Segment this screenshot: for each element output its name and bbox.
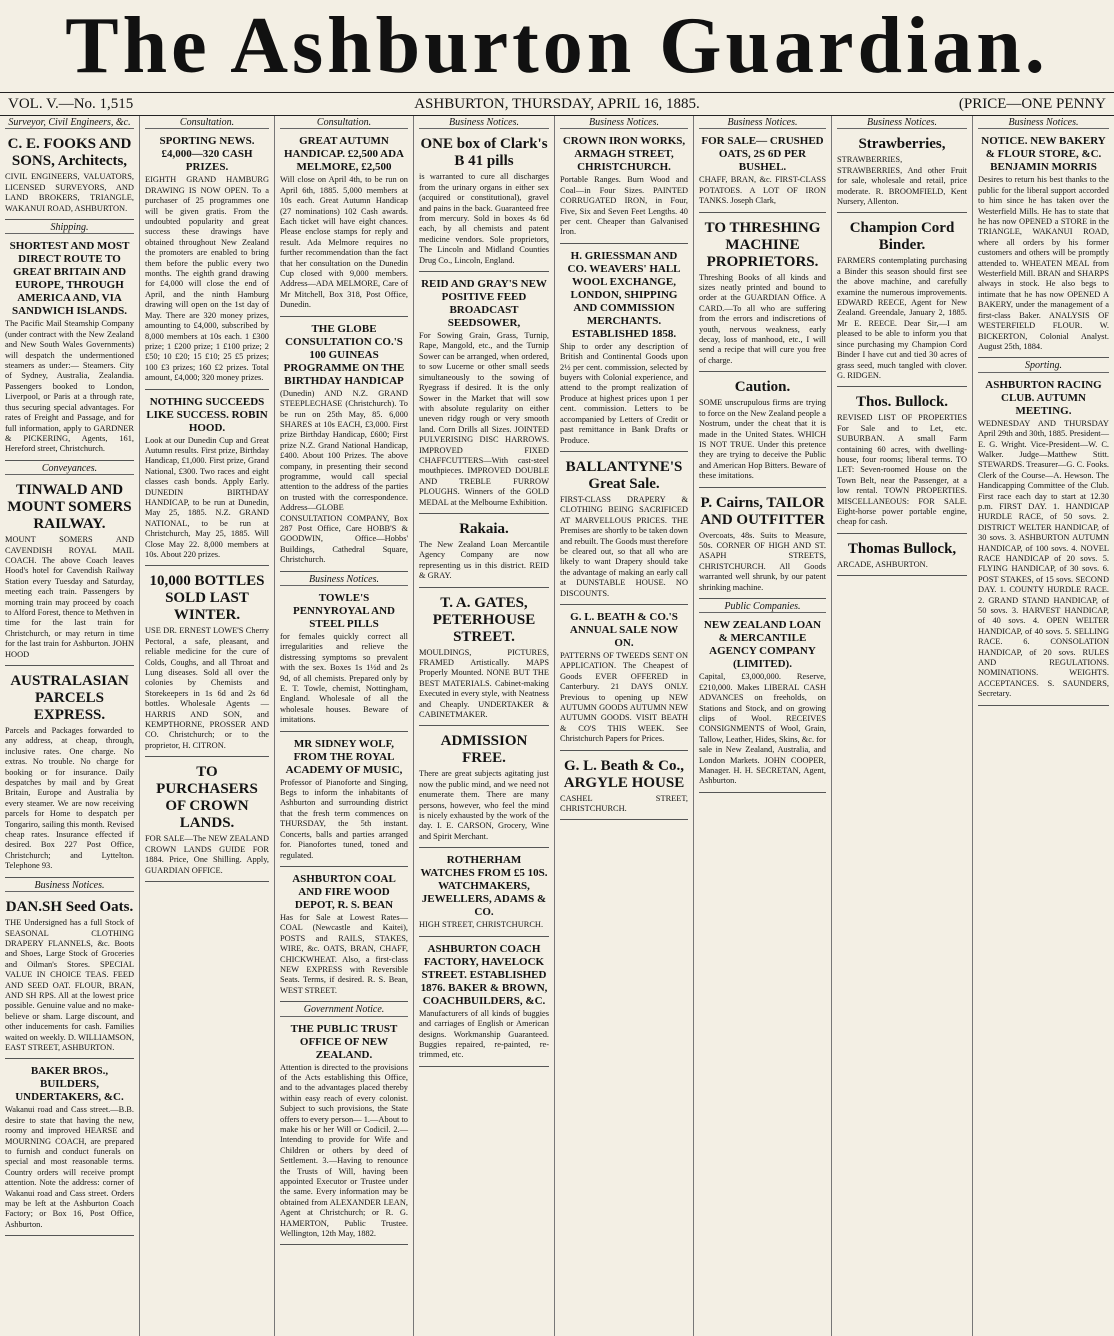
advertisement-body: Manufacturers of all kinds of buggies and carriages of English or American designs. Workmanship Guaranteed. Buggies repaired, re-painted, re-trimmed, etc.: [419, 1008, 549, 1060]
advertisement-heading: P. Cairns, TAILOR AND OUTFITTER: [700, 494, 825, 528]
advertisement-body: Portable Ranges. Burn Wood and Coal—in Four Sizes. PAINTED CORRUGATED IRON, in Four, Five, Six and Seven Feet Lengths. 40 per cent. Cheaper than Galvanised Iron.: [560, 175, 688, 237]
advertisement-heading: ONE box of Clark's B 41 pills: [420, 136, 548, 170]
advertisement: [5, 669, 134, 878]
advertisement-body: for females quickly correct all irregularities and relieve the distressing symptoms so prevalent with the sex. Boxes 1s 1½d and 2s 9d, of all chemists. Prepared only by E. T. Towle, chemist, Nottingham, England. Wholesale of all the wholesale houses. Beware of imitations.: [280, 632, 408, 725]
advertisement-heading: TINWALD AND MOUNT SOMERS RAILWAY.: [7, 482, 132, 533]
section-heading: Business Notices.: [837, 118, 967, 129]
advertisement-body: FARMERS contemplating purchasing a Binder this season should first see the above machine, and carefully examine the numerous improvements. EDWARD REECE, Agent for New Zealand. Greendale, January 2, 1885. Mr E. REECE. Dear Sir,—I am pleased to be able to inform you that since purchasing my Champion Cord Binder I have cut and tied 30 acres of grass seed, much tangled with clover. G. RIDGEN.: [837, 256, 967, 380]
advertisement-body: WEDNESDAY AND THURSDAY April 29th and 30th, 1885. President—E. G. Wright. Vice-President—W. C. Walker. Judge—Matthew Stitt. STEWARDS. Treasurer—G. C. Fooks. Clerk of the Course—A. Hewson. The Handicapping Committee of the Club. First race each day to start at 12.30 p.m. FIRST DAY. 1. HANDICAP HURDLE RACE, of 50 sovs. 2. DISTRICT WELTER HANDICAP, of 30 sovs. 3. ASHBURTON AUTUMN HANDICAP, of 100 sovs. 4. NOVEL RACE HANDICAP of 20 sovs. 5. FLYING HANDICAP, of 30 sovs. 6. POST STAKES, of 15 sovs. SECOND DAY. 1. COUNTY HURDLE RACE. 2. GRAND STAND HANDICAP, of 50 sovs. 3. HARVEST HANDICAP, of 40 sovs. 4. OPEN WELTER HANDICAP, of 40 sovs. 5. SELLING RACE. 6. CONSOLATION HANDICAP, of 20 sovs. RULES AND REGULATIONS. NOMINATIONS. WEIGHTS. ACCEPTANCES. S. SAUNDERS, Secretary.: [978, 418, 1109, 699]
advertisement: [560, 247, 688, 452]
section-heading: Sporting.: [978, 361, 1109, 372]
advertisement: [5, 478, 134, 666]
advertisement-heading: GREAT AUTUMN HANDICAP. £2,500 ADA MELMORE, £2,500: [284, 135, 404, 174]
advertisement: [145, 393, 269, 567]
advertisement: [145, 569, 269, 757]
advertisement: [280, 320, 408, 572]
section-heading: Business Notices.: [280, 575, 408, 586]
advertisement: [280, 735, 408, 867]
advertisement: [560, 455, 688, 605]
dateline: [0, 92, 1114, 116]
advertisement: [419, 591, 549, 727]
advertisement-heading: Rakaia.: [459, 520, 509, 537]
column-2: [140, 116, 275, 1336]
advertisement: [978, 376, 1109, 706]
advertisement-body: Will close on April 4th, to be run on April 6th, 1885. 5,000 members at 10s each. Great Autumn Handicap (27 nominations) 102 Cash awards. Each ticket will have eight chances. Please enclose stamps for reply and result. Ada Melmore requires no further recommendation than the fact that her consultation on the Dunedin Cup closed with 9,000 members. Address—ADA MELMORE, Care of Mr Mitchell, Box 318, Post Office, Dunedin.: [280, 175, 408, 310]
advertisement-heading: TO PURCHASERS OF CROWN LANDS.: [156, 764, 258, 832]
advertisement-heading: NEW ZEALAND LOAN & MERCANTILE AGENCY COMPANY (LIMITED).: [703, 619, 822, 671]
advertisement-heading: C. E. FOOKS AND SONS, Architects,: [7, 136, 132, 170]
columns: [0, 116, 1114, 1336]
advertisement-body: HIGH STREET, CHRISTCHURCH.: [419, 920, 544, 930]
issue-date: ASHBURTON, THURSDAY, APRIL 16, 1885.: [414, 96, 700, 112]
advertisement: [145, 760, 269, 882]
section-heading: Public Companies.: [699, 602, 826, 613]
advertisement: [280, 589, 408, 732]
advertisement-heading: ASHBURTON RACING CLUB. AUTUMN MEETING.: [985, 378, 1102, 417]
section-heading: Business Notices.: [419, 118, 549, 129]
advertisement-heading: AUSTRALASIAN PARCELS EXPRESS.: [10, 673, 129, 723]
column-6: [694, 116, 832, 1336]
advertisement: [419, 940, 549, 1067]
advertisement: [699, 375, 826, 487]
column-4: [414, 116, 555, 1336]
section-heading: Consultation.: [280, 118, 408, 129]
advertisement-body: Desires to return his best thanks to the public for the liberal support accorded to him since he has taken over the Westerfield Mills. He has to state that he has now OPENED a STORE in the TRIANGLE, WAKANUI ROAD, where all orders by his former customers and others will be promptly attended to. WHEATEN MEAL from Westerfield Mill. BRAN and SHARPS always in stock. He also begs to intimate that he has now OPENED A BAKERY, under the management of a first-class Baker. ANALYSIS OF WESTERFIELD FLOUR. W. BICKERTON, Colonial Analyst. August 25th, 1884.: [978, 175, 1109, 351]
advertisement: [5, 895, 134, 1059]
advertisement-heading: CROWN IRON WORKS, ARMAGH STREET, CHRISTCHURCH.: [562, 135, 686, 174]
advertisement-body: Capital, £3,000,000. Reserve, £210,000. Makes LIBERAL CASH ADVANCES on freeholds, on Stations and Stock, and on growing clips of Wool. RECEIVES CONSIGNMENTS of Wool, Grain, Tallow, Leather, Hides, Skins, &c. for sale in New Zealand, Australia, and London Markets. JOHN COOPER, Manager. H. H. SECRETAN, Agent, Ashburton.: [699, 672, 826, 786]
advertisement: [699, 616, 826, 792]
column-5: [555, 116, 694, 1336]
advertisement: [560, 132, 688, 243]
advertisement: [5, 1062, 134, 1236]
section-heading: Government Notice.: [280, 1005, 408, 1016]
column-3: [275, 116, 414, 1336]
advertisement-heading: BALLANTYNE'S Great Sale.: [565, 458, 683, 492]
advertisement: [5, 132, 134, 220]
advertisement-body: Look at our Dunedin Cup and Great Autumn results. First prize, Birthday Handicap, £1,000. First prize, Grand National, £300. Two races and eight classes cash bonds. Apply Early. DUNEDIN BIRTHDAY HANDICAP, to be run at Dunedin, May 25, 1885. N.Z. GRAND NATIONAL, to be run at Christchurch, May 25, 1885. Will Close May 22. 8,000 members at 10s. About 220 prizes.: [145, 435, 269, 559]
advertisement-heading: NOTICE. NEW BAKERY & FLOUR STORE, &C. BENJAMIN MORRIS: [981, 135, 1106, 174]
advertisement-heading: MR SIDNEY WOLF, FROM THE ROYAL ACADEMY OF MUSIC,: [285, 737, 403, 776]
advertisement: [699, 216, 826, 373]
advertisement-body: Wakanui road and Cass street.—B.B. desire to state that having the new, roomy and improved HEARSE and MOURNING COACH, are prepared to furnish and conduct funerals on special and most reasonable terms. Country orders will receive prompt attention. Note the address: corner of Wakanui road and Cass street. Orders may be left at the Ashburton Coach Factory; or Box 16, Post Office, Ashburton.: [5, 1105, 134, 1229]
advertisement-body: CHAFF, BRAN, &c. FIRST-CLASS POTATOES. A LOT OF IRON TANKS. Joseph Clark,: [699, 175, 826, 206]
advertisement-body: FOR SALE—The NEW ZEALAND CROWN LANDS GUIDE FOR 1884. Price, One Shilling. Apply, GUARDIAN OFFICE.: [145, 834, 269, 875]
advertisement-heading: ADMISSION FREE.: [440, 733, 528, 767]
advertisement-body: STRAWBERRIES, STRAWBERRIES, And other Fruit for sale, wholesale and retail, price moderate. R. BROOMFIELD, Kent Nursery, Allenton.: [837, 155, 967, 207]
advertisement: [837, 390, 967, 533]
advertisement-heading: Strawberries,: [858, 136, 946, 153]
advertisement-heading: Caution.: [734, 379, 791, 396]
advertisement-body: CIVIL ENGINEERS, VALUATORS, LICENSED SURVEYORS, AND LAND BROKERS, TRIANGLE, WAKANUI ROAD, ASHBURTON.: [5, 172, 134, 213]
advertisement-heading: DAN.SH Seed Oats.: [5, 899, 134, 916]
section-heading: Surveyor, Civil Engineers, &c.: [5, 118, 134, 129]
advertisement: [419, 851, 549, 936]
advertisement-body: Overcoats, 48s. Suits to Measure, 50s. CORNER OF HIGH AND ST. ASAPH STREETS, CHRISTCHURCH. All Goods warranted well shrunk, by our patent shrinking machine.: [699, 530, 826, 592]
advertisement-heading: ASHBURTON COACH FACTORY, HAVELOCK STREET. ESTABLISHED 1876. BAKER & BROWN, COACHBUILDERS, &C.: [420, 942, 548, 1007]
column-7: [832, 116, 973, 1336]
section-heading: Conveyances.: [5, 464, 134, 475]
advertisement-heading: Thos. Bullock.: [855, 394, 949, 411]
advertisement-body: ARCADE, ASHBURTON.: [837, 559, 928, 569]
advertisement-body: PATTERNS OF TWEEDS SENT ON APPLICATION. The Cheapest of Goods EVER OFFERED in Canterbury. 21 DAYS ONLY. Previous to opening up NEW AUTUMN GOODS AUTUMN NEW AUTUMN GOODS. VISIT BEATH & CO'S THIS WEEK. See Christchurch Papers for Prices.: [560, 650, 688, 744]
advertisement-heading: SPORTING NEWS. £4,000—320 CASH PRIZES.: [159, 135, 255, 174]
column-8: [973, 116, 1114, 1336]
advertisement-heading: TO THRESHING MACHINE PROPRIETORS.: [704, 219, 821, 270]
advertisement-heading: G. L. Beath & Co., ARGYLE HOUSE: [563, 757, 685, 791]
newspaper-title: The Ashburton Guardian.: [65, 2, 1049, 90]
advertisement-body: Threshing Books of all kinds and sizes neatly printed and bound to order at the GUARDIAN Office. A CARD.—To all who are suffering from the errors and indiscretions of youth, nervous weakness, early decay, loss of manhood, etc., I will send a recipe that will cure you free of charge.: [699, 272, 826, 365]
advertisement-heading: THE GLOBE CONSULTATION CO.'S 100 GUINEAS PROGRAMME ON THE BIRTHDAY HANDICAP: [283, 322, 405, 387]
advertisement-heading: ROTHERHAM WATCHES FROM £5 10S. WATCHMAKERS, JEWELLERS, ADAMS & CO.: [420, 854, 548, 919]
section-heading: Business Notices.: [5, 881, 134, 892]
advertisement: [280, 132, 408, 316]
section-heading: Business Notices.: [978, 118, 1109, 129]
advertisement-heading: NOTHING SUCCEEDS LIKE SUCCESS. ROBIN HOOD.: [146, 395, 268, 434]
advertisement: [419, 517, 549, 588]
advertisement: [837, 537, 967, 576]
advertisement-body: REVISED LIST OF PROPERTIES For Sale and to Let, etc. SUBURBAN. A small Farm containing 60 acres, with dwelling-house, four rooms; liberal terms. TO LET: Seven-roomed House on the Town Belt, near the Passenger, at a low rental. TOWN PROPERTIES. MISCELLANEOUS: FOR SALE. Eight-horse power portable engine, cheap for cash.: [837, 413, 967, 527]
advertisement-body: USE DR. ERNEST LOWE'S Cherry Pectoral, a safe, pleasant, and reliable medicine for the cure of Colds, Coughs, and all Throat and Lung diseases. Sold all over the colonies by Chemists and Storekeepers in 1s 6d and 2s 6d bottles. Wholesale Agents — HARRIS AND SON, and KEMPTHORNE, PROSSER AND CO. Christchurch; or to the proprietor, H. CITRON.: [145, 626, 269, 750]
advertisement: [5, 237, 134, 460]
advertisement-body: The Pacific Mail Steamship Company (under contract with the New Zealand and New South Wales Governments) will despatch the undermentioned steamers as under:— Steamers. City of Sydney, Australia, Zealandia. Passengers booked to London, Liverpool, or Paris at a through rate, thus securing special advantages. For rates of Freight and Passage, and for full information, apply to GARDNER & PICKERING, Agents, 161, Hereford street, Christchurch.: [5, 319, 134, 454]
advertisement: [560, 754, 688, 821]
advertisement: [419, 275, 549, 514]
volume-number: VOL. V.—No. 1,515: [8, 96, 134, 112]
advertisement-body: Ship to order any description of British and Continental Goods upon 2½ per cent. commission, selected by buyers with Colonial experience, and attend to the prompt realization of Produce at highest prices upon 1 per cent. commission. Letters to be accompanied by Letters of Credit or past remittance in Bank Drafts or Produce.: [560, 341, 688, 445]
advertisement-body: Has for Sale at Lowest Rates— COAL (Newcastle and Kaitei), POSTS and RAILS, STAKES, WIRE, &c. OATS, BRAN, CHAFF, CHICKWHEAT. Also, a first-class NEW EXPRESS with Reversible Seats. Terms, if desired. R. S. Bean, WEST STREET.: [280, 912, 408, 995]
advertisement: [419, 729, 549, 848]
advertisement: [419, 132, 549, 272]
advertisement-body: FIRST-CLASS DRAPERY & CLOTHING BEING SACRIFICED AT MARVELLOUS PRICES. THE Premises are shortly to be taken down and rebuilt. The Goods must therefore be cleared out, so that all who are likely to want Drapery should take the advantage of making an early call at DUNSTABLE HOUSE. NO DISCOUNTS.: [560, 494, 688, 598]
advertisement-body: EIGHTH GRAND HAMBURG DRAWING IS NOW OPEN. To a purchaser of 25 programmes one will be given gratis. From the undoubted popularity and great success these drawings have obtained throughout New Zealand the promoters are enabled to bring them before the public every two months. The eighth grand drawing for £4,000 will close the end of April, and the ninth Hamburg drawing will open on the 1st day of May. There are 320 money prizes, amounting to £4,000, subscribed by 8,000 members at 10s each. 1 £300 prize; 1 £200 prize; 1 £100 prize; 2 £50; 10 £20; 15 £10; 25 £5 prizes; 100 £3 prizes; 160 £2 prizes. Total amount, £4,000; 320 money prizes.: [145, 175, 269, 383]
advertisement: [280, 870, 408, 1002]
advertisement-heading: SHORTEST AND MOST DIRECT ROUTE TO GREAT BRITAIN AND EUROPE, THROUGH AMERICA AND, VIA SANDWICH ISLANDS.: [9, 240, 130, 318]
advertisement-heading: REID AND GRAY'S NEW POSITIVE FEED BROADCAST SEEDSOWER,: [421, 278, 547, 330]
section-heading: Business Notices.: [699, 118, 826, 129]
advertisement-heading: TOWLE'S PENNYROYAL AND STEEL PILLS: [293, 592, 395, 630]
advertisement-heading: H. GRIESSMAN AND CO. WEAVERS' HALL WOOL EXCHANGE, LONDON, SHIPPING AND COMMISSION MERCHANTS. ESTABLISHED 1858.: [567, 249, 681, 340]
advertisement-heading: G. L. BEATH & CO.'S ANNUAL SALE NOW ON.: [569, 610, 679, 649]
advertisement-heading: THE PUBLIC TRUST OFFICE OF NEW ZEALAND.: [290, 1022, 398, 1061]
issue-price: (PRICE—ONE PENNY: [958, 96, 1106, 112]
masthead: [0, 0, 1114, 92]
advertisement: [699, 491, 826, 599]
advertisement-heading: 10,000 BOTTLES SOLD LAST WINTER.: [149, 573, 265, 624]
advertisement-body: MOULDINGS, PICTURES, FRAMED Artistically. MAPS Properly Mounted. NONE BUT THE BEST MATERIALS. Cabinet-making Executed in every style, with Neatness and Cheaply. UNDERTAKER & CABINETMAKER.: [419, 647, 549, 720]
advertisement-body: For Sowing Grain, Grass, Turnip, Rape, Mangold, etc., and the Turnip Sower can be arranged, when ordered, to sow Lucerne or other small seeds simultaneously to the sowing of Ryegrass if desired. It is the only Sower in the Market that will sow with absolute regularity on either uneven ridgy rough or very smooth land. Corn Drills all Sizes. JOINTED PULVERISING DISC HARROWS. IMPROVED FIXED CHAFFCUTTERS—With cast-steel mouthpieces. IMPROVED DOUBLE AND TREBLE FURROW PLOUGHS. Winners of the GOLD MEDAL at the Melbourne Exhibition.: [419, 331, 549, 507]
advertisement: [837, 132, 967, 213]
advertisement-heading: T. A. GATES, PETERHOUSE STREET.: [432, 594, 536, 645]
advertisement-body: is warranted to cure all discharges from the urinary organs in either sex (acquired or constitutional), gravel and pains in the back. Guaranteed free from mercury. Sold in boxes 4s 6d each, by all chemists and patent medicine vendors. Sole proprietors, The Lincoln and Midland Counties Drug Co., Lincoln, England.: [419, 172, 549, 265]
advertisement: [837, 216, 967, 387]
advertisement: [699, 132, 826, 212]
advertisement-heading: Champion Cord Binder.: [849, 220, 955, 254]
advertisement-body: SOME unscrupulous firms are trying to force on the New Zealand people a Nostrum, under the cheat that it is made in the United States. WHICH IS NOT TRUE. Under this pretence they are trying to deceive the Public and American Hop Bitters. Beware of these imitations.: [699, 398, 826, 481]
section-heading: Shipping.: [5, 223, 134, 234]
advertisement-body: Attention is directed to the provisions of the Acts establishing this Office, and to the advantages placed thereby within easy reach of every colonist. Subject to such provisions, the State offers to every person— 1.—About to make his or her Will or Codicil. 2.—Intending to provide for Wife and Children or others by deed of Settlement. 3.—Having to renounce the Trusts of Will, having been appointed Executor or Trustee under the same. Every information may be obtained from ALEXANDER LEAN, Agent at Christchurch; or R. G. HAMERTON, Public Trustee. Wellington, 12th May, 1882.: [280, 1062, 408, 1239]
advertisement-body: CASHEL STREET, CHRISTCHURCH.: [560, 793, 688, 814]
section-heading: Business Notices.: [560, 118, 688, 129]
advertisement-heading: BAKER BROS., BUILDERS, UNDERTAKERS, &C.: [15, 1065, 124, 1104]
advertisement-body: The New Zealand Loan Mercantile Agency Company are now representing us in this district. REID & GRAY.: [419, 539, 549, 581]
advertisement-heading: Thomas Bullock,: [847, 540, 957, 557]
advertisement: [978, 132, 1109, 358]
advertisement-body: (Dunedin) AND N.Z. GRAND STEEPLECHASE (Christchurch). To be run on 25th May, 85. 6,000 SHARES at 10s EACH, £3,000. First prize Birthday Handicap, £600; First prize N.Z. Grand National Handicap, £400. About 100 Prizes. The above company, in presenting their second programme, would call special attention to the address of the parties on trusted with the correspondence. Address—GLOBE CONSULTATION COMPANY, Box 287 Post Office, Care HOBB'S & GOODWIN, Office—Hobbs' Buildings, Cathedral Square, Christchurch.: [280, 388, 408, 565]
advertisement-body: Professor of Pianoforte and Singing, Begs to inform the inhabitants of Ashburton and surrounding district that the fresh term commences on THURSDAY, the 5th instant. Concerts, balls and parties arranged for. Pianofortes tuned, toned and regulated.: [280, 777, 408, 860]
advertisement: [145, 132, 269, 389]
advertisement-body: Parcels and Packages forwarded to any address, at cheap, through, inclusive rates. One charge. No extras. No trouble. No charge for booking or for insurance. Daily despatches by mail and by Great Britain, Europe and Australia by every steamer. We are now receiving parcels for Home to despatch per Tongariro, sailing this month. Revised cheap rates. Insurance effected if desired. Box 227 Post Office, Christchurch; and Lyttelton. Telephone 93.: [5, 726, 134, 871]
advertisement-heading: FOR SALE— CRUSHED OATS, 2S 6D PER BUSHEL.: [701, 135, 824, 174]
advertisement: [280, 1020, 408, 1246]
advertisement-body: MOUNT SOMERS AND CAVENDISH ROYAL MAIL COACH. The above Coach leaves Hood's hotel for Cavendish Railway Station every Tuesday and Saturday, meeting each train. Passengers by morning train may proceed by coach to Alford Forest, thence to Methven in time for the last train for Christchurch, or may return in time for the last train for Ashburton. JOHN HOOD: [5, 535, 134, 659]
advertisement-heading: ASHBURTON COAL AND FIRE WOOD DEPOT, R. S. BEAN: [292, 872, 396, 911]
column-1: [0, 116, 140, 1336]
section-heading: Consultation.: [145, 118, 269, 129]
advertisement-body: THE Undersigned has a full Stock of SEASONAL CLOTHING DRAPERY FLANNELS, &c. Boots and Shoes, Large Stock of Groceries and Oilman's Stores. SPECIAL VALUE IN CHOICE TEAS. FEED AND SEED OAT. FLOUR, BRAN, AND SH RPS. All at the lowest price possible. Genuine value and no make-believe or sham. Large discount, and other inducements for cash. Families waited on weekly. D. WILLIAMSON, EAST STREET, ASHBURTON.: [5, 918, 134, 1052]
advertisement: [560, 608, 688, 751]
advertisement-body: There are great subjects agitating just now the public mind, and we need not enumerate them. There are many persons, however, who feel the mind is nicely exhausted by the work of the day. I. E. CARSON, Grocery, Wine and Spirit Merchant.: [419, 769, 549, 841]
